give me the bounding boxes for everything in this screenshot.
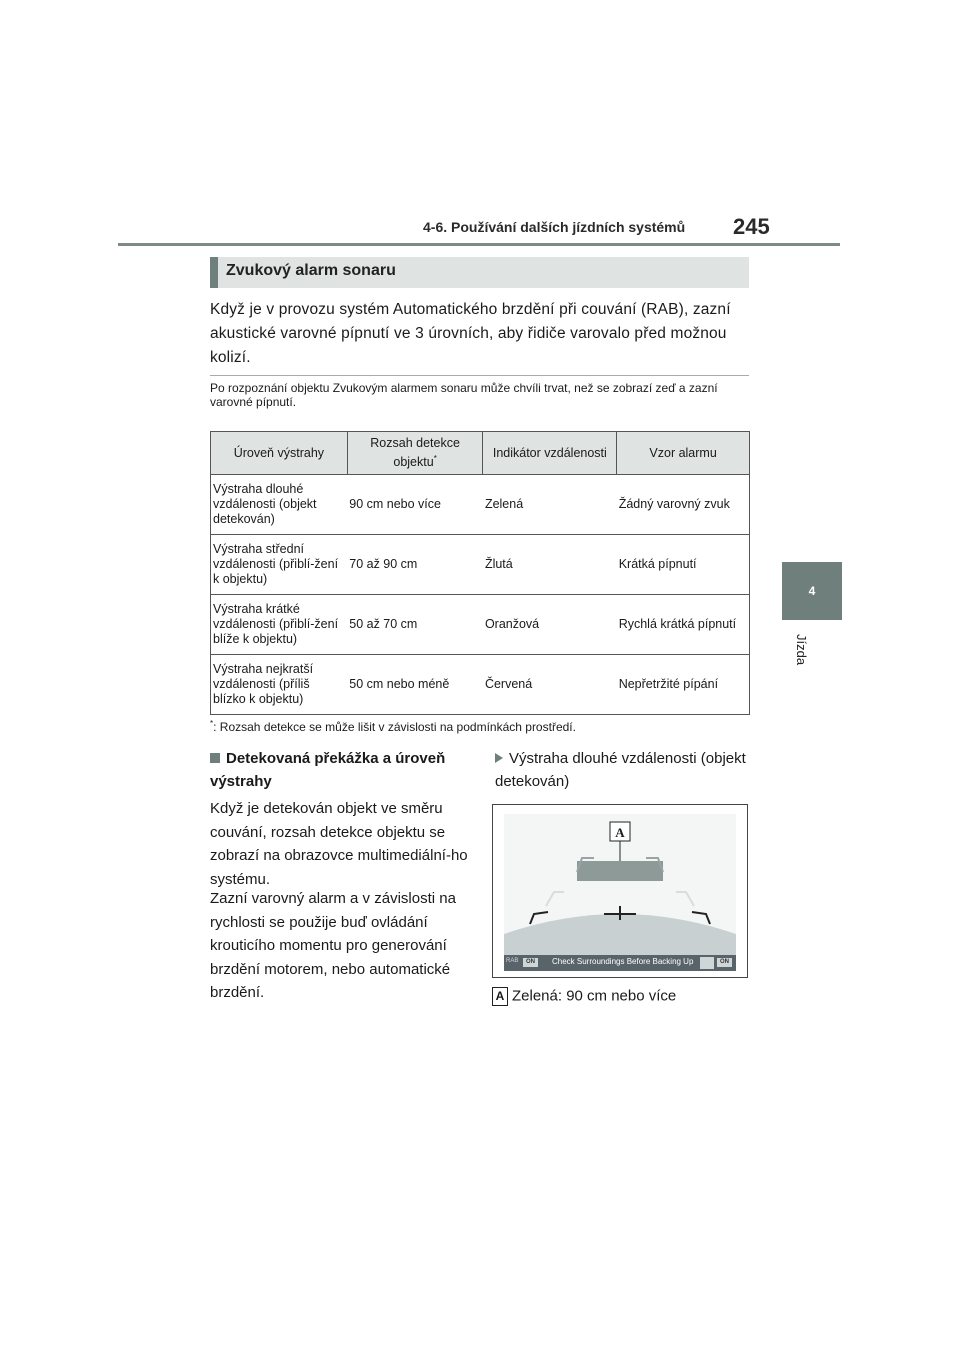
parking-on-badge: ON (717, 958, 732, 967)
table-cell: Výstraha krátké vzdálenosti (přiblí-žení blíže k objektu) (211, 595, 348, 655)
note-text: Po rozpoznání objektu Zvukovým alarmem sonaru může chvíli trvat, než se zobrazí zeď a zazní varovné pípnutí. (210, 381, 718, 409)
table-cell: Rychlá krátká pípnutí (617, 595, 750, 655)
status-bar (504, 955, 736, 971)
guide-right-lower (692, 912, 710, 924)
section-title: Zvukový alarm sonaru (226, 262, 396, 279)
table-cell: 50 až 70 cm (347, 595, 483, 655)
distance-indicator-green (577, 861, 663, 881)
table-cell: Žádný varovný zvuk (617, 475, 750, 535)
note-top-rule (210, 375, 749, 376)
table-row (211, 535, 750, 595)
rab-label: RAB (506, 958, 519, 964)
table-cell: Výstraha střední vzdálenosti (přiblí-žení k objektu) (211, 535, 348, 595)
table-cell: 70 až 90 cm (347, 535, 483, 595)
table-footnote: *: Rozsah detekce se může lišit v závislosti na podmínkách prostředí. (210, 719, 576, 734)
table-header-cell: Vzor alarmu (617, 432, 750, 475)
chapter-tab (782, 562, 842, 620)
guide-left-upper (546, 892, 564, 906)
table-header-cell: Rozsah detekce objektu* (347, 432, 483, 475)
label-a: A (615, 825, 625, 840)
table-cell: Krátká pípnutí (617, 535, 750, 595)
chapter-number: 4 (808, 584, 816, 598)
figure-caption: A Zelená: 90 cm nebo více (492, 987, 676, 1006)
table-cell: Zelená (483, 475, 617, 535)
table-cell: Výstraha dlouhé vzdálenosti (objekt detekován) (211, 475, 348, 535)
bullet-long-distance: Výstraha dlouhé vzdálenosti (objekt detekován) (495, 750, 746, 790)
paragraph-detection: Když je detekován objekt ve směru couvání, rozsah detekce objektu se zobrazí na obrazovce multimediální-ho systému. (210, 800, 468, 888)
square-bullet-icon (210, 753, 220, 763)
guide-right-upper (676, 892, 694, 906)
table-header-row (211, 432, 750, 475)
warning-levels-table (210, 431, 750, 715)
table-cell: Oranžová (483, 595, 617, 655)
table-cell: Nepřetržité pípání (617, 655, 750, 715)
rab-on-badge: ON (523, 958, 538, 967)
table-row (211, 655, 750, 715)
camera-view (504, 814, 736, 955)
section-heading (210, 257, 749, 288)
page-number: 245 (733, 214, 770, 239)
parking-sensor-icon (700, 957, 714, 969)
table-row (211, 475, 750, 535)
camera-screen-figure (492, 804, 748, 978)
caption-marker: A (492, 987, 508, 1006)
intro-paragraph: Když je v provozu systém Automatického brzdění při couvání (RAB), zazní akustické varovné pípnutí ve 3 úrovních, aby řidiče varovalo před možnou kolizí. (210, 301, 731, 366)
bumper-shape (504, 914, 736, 955)
table-cell: 90 cm nebo více (347, 475, 483, 535)
paragraph-alarm: Zazní varovný alarm a v závislosti na rychlosti se použije buď ovládání krouticího momentu pro generování brzdění motorem, nebo automatické brzdění. (210, 890, 456, 1001)
chapter-tab-label: Jízda (794, 634, 809, 666)
triangle-bullet-icon (495, 753, 503, 763)
header-rule (118, 243, 840, 246)
check-surroundings-message: Check Surroundings Before Backing Up (552, 957, 694, 966)
table-row (211, 595, 750, 655)
table-cell: Červená (483, 655, 617, 715)
table-header-cell: Indikátor vzdálenosti (483, 432, 617, 475)
table-header-cell: Úroveň výstrahy (211, 432, 348, 475)
subsection-heading: Detekovaná překážka a úroveň výstrahy (210, 750, 446, 790)
guide-left-lower (530, 912, 548, 924)
table-cell: Výstraha nejkratší vzdálenosti (příliš blízko k objektu) (211, 655, 348, 715)
table-cell: Žlutá (483, 535, 617, 595)
table-cell: 50 cm nebo méně (347, 655, 483, 715)
running-header-title: 4-6. Používání dalších jízdních systémů (423, 219, 686, 235)
